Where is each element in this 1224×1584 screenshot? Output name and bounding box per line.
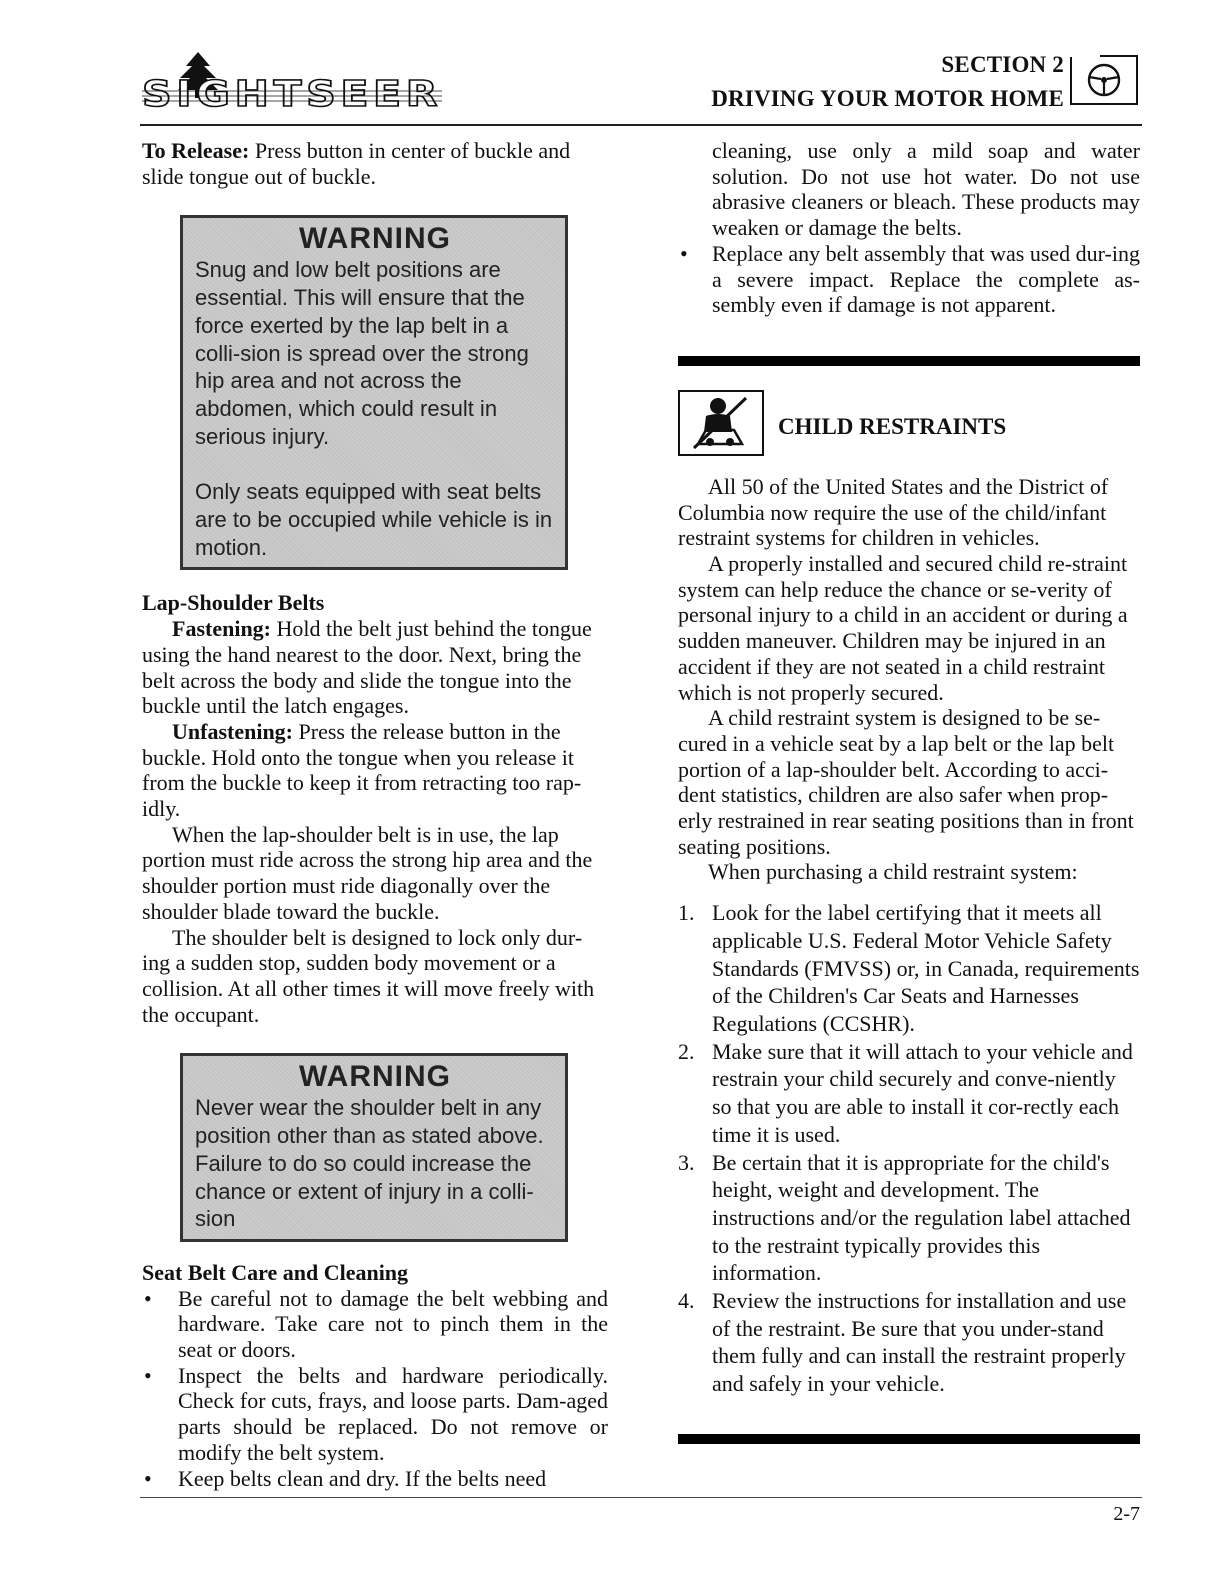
- release-paragraph: [142, 138, 608, 189]
- warning-title: WARNING: [299, 1060, 451, 1094]
- fastening-label: Fastening:: [172, 616, 271, 642]
- list-item: [678, 1287, 1140, 1398]
- steering-wheel-icon: [1070, 55, 1138, 105]
- list-text: Review the instructions for installation and use of the restraint. Be sure that you under-stand them fully and can install the restraint properly and safely in your vehicle.: [712, 1288, 1127, 1397]
- list-item: • Be careful not to damage the belt webbing and hardware. Take care not to pinch them in the seat or doors.: [142, 1286, 608, 1363]
- child-paragraph: All 50 of the United States and the District of Columbia now require the use of the child/infant restraint systems for children in vehicles.: [678, 473, 1109, 551]
- unfastening-label: Unfastening:: [172, 718, 294, 744]
- purchase-checklist: [678, 899, 1140, 1398]
- warning-text: Only seats equipped with seat belts are to be occupied while vehicle is in motion.: [195, 479, 553, 560]
- list-item: • Replace any belt assembly that was used dur-ing a severe impact. Replace the complete as-sembly even if damage is not apparent.: [678, 241, 1140, 318]
- child-paragraph: When purchasing a child restraint system:: [708, 859, 1078, 885]
- list-item: [678, 1038, 1140, 1149]
- fastening-paragraph: [142, 616, 608, 719]
- section-divider: [678, 1434, 1140, 1444]
- fastening-text: Hold the belt just behind the tongue using the hand nearest to the door. Next, bring the belt across the body and slide the tongue into the buckle until the latch engages.: [142, 616, 592, 719]
- release-text: Press button in center of buckle and slide tongue out of buckle.: [142, 138, 571, 189]
- list-text: Make sure that it will attach to your vehicle and restrain your child securely and conve-niently so that you are able to install it cor-rectly each time it is used.: [712, 1038, 1133, 1147]
- section-label: SECTION 2: [941, 52, 1064, 77]
- list-text: Be certain that it is appropriate for the child's height, weight and development. The instructions and/or the regulation label attached to the restraint typically provides this information.: [712, 1149, 1131, 1286]
- list-number: 3.: [678, 1149, 695, 1175]
- section-header: [711, 48, 1064, 116]
- section-divider: [678, 356, 1140, 366]
- list-number: 2.: [678, 1038, 695, 1064]
- care-list: [142, 1286, 608, 1492]
- warning-text: Never wear the shoulder belt in any position other than as stated above. Failure to do so could increase the chance or extent of injury in a colli-sion: [195, 1095, 544, 1232]
- list-item: • Keep belts clean and dry. If the belts need: [142, 1466, 608, 1492]
- warning-text: Snug and low belt positions are essential. This will ensure that the force exerted by the lap belt in a colli-sion is spread over the strong hip area and not across the abdomen, which could result in serious injury.: [195, 257, 529, 449]
- left-column: [142, 138, 608, 1491]
- unfastening-text: Press the release button in the buckle. Hold onto the tongue when you release it from the buckle to keep it from retracting too rap-idly.: [142, 718, 582, 822]
- list-number: 4.: [678, 1288, 695, 1314]
- shoulder-belt-paragraph: The shoulder belt is designed to lock only dur-ing a sudden stop, sudden body movement or a collision. At all other times it will move freely with the occupant.: [142, 924, 595, 1027]
- header-divider: [140, 124, 1142, 126]
- child-paragraph: A properly installed and secured child re-straint system can help reduce the chance or se-verity of personal injury to a child in an accident or during a sudden maneuver. Children may be injured in an accident if they are not seated in a child restraint which is not properly secured.: [678, 551, 1128, 705]
- warning-box-shoulder-belt: [180, 1053, 568, 1242]
- warning-title: WARNING: [299, 222, 451, 256]
- list-item: [678, 1149, 1140, 1288]
- page-number: 2-7: [1113, 1503, 1140, 1525]
- list-item: [678, 899, 1140, 1038]
- list-text: Look for the label certifying that it meets all applicable U.S. Federal Motor Vehicle Safety Standards (FMVSS) or, in Canada, requirements of the Children's Car Seats and Harnesses Regulations (CCSHR).: [712, 900, 1140, 1036]
- right-column: [678, 138, 1140, 1444]
- release-label: To Release:: [142, 138, 250, 163]
- unfastening-paragraph: [142, 719, 608, 822]
- sightseer-logo: [140, 50, 450, 112]
- lap-portion-paragraph: When the lap-shoulder belt is in use, the lap portion must ride across the strong hip area and the shoulder portion must ride diagonally over the shoulder blade toward the buckle.: [142, 821, 593, 924]
- child-restraints-header: [678, 390, 1140, 460]
- cleaning-continuation: cleaning, use only a mild soap and water solution. Do not use hot water. Do not use abrasive cleaners or bleach. These products may weaken or damage the belts.: [712, 138, 1140, 241]
- child-seat-icon: [678, 390, 764, 456]
- child-paragraph: A child restraint system is designed to be se-cured in a vehicle seat by a lap belt or the lap belt portion of a lap-shoulder belt. According to acci-dent statistics, children are also safer when prop-erly restrained in rear seating positions than in front seating positions.: [678, 705, 1134, 859]
- warning-box-belt-position: [180, 215, 568, 570]
- lap-shoulder-heading: Lap-Shoulder Belts: [142, 590, 325, 616]
- child-restraints-title: CHILD RESTRAINTS: [778, 413, 1007, 439]
- replace-list: [678, 241, 1140, 318]
- list-number: 1.: [678, 900, 695, 926]
- care-heading: Seat Belt Care and Cleaning: [142, 1259, 409, 1285]
- svg-text:SIGHTSEER: SIGHTSEER: [142, 74, 442, 112]
- footer-divider: [140, 1497, 1142, 1498]
- section-title: DRIVING YOUR MOTOR HOME: [711, 86, 1064, 111]
- list-item: • Inspect the belts and hardware periodically. Check for cuts, frays, and loose parts. Dam-aged parts should be replaced. Do not remove or modify the belt system.: [142, 1363, 608, 1466]
